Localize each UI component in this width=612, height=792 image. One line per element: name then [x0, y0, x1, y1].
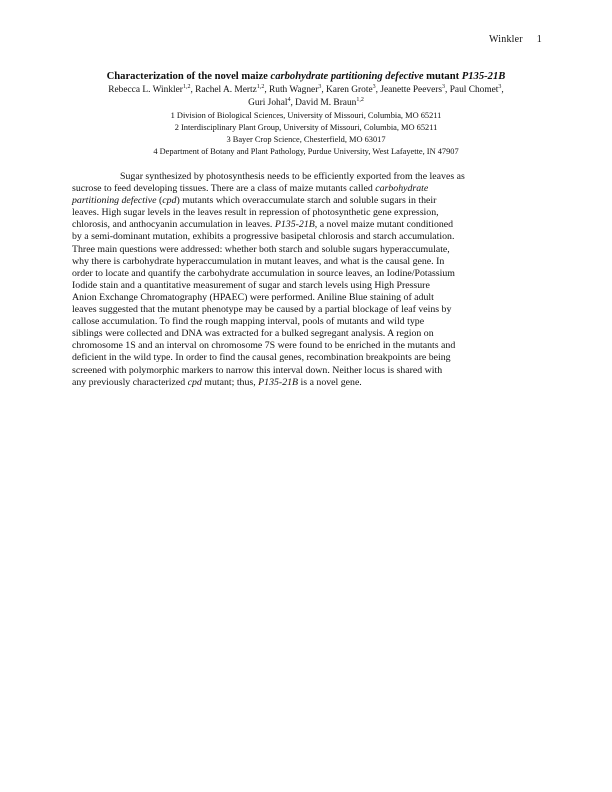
abstract-line: siblings were collected and DNA was extracted for a bulked segregant analysis. A region on [72, 328, 434, 340]
abstract-line: leaves. High sugar levels in the leaves result in repression of photosynthetic gene expression, [72, 207, 439, 219]
abstract-text: , a novel maize mutant conditioned [314, 219, 454, 231]
abstract-text: mutant; thus, [201, 376, 259, 388]
affiliation-2: 2 Interdisciplinary Plant Group, University of Missouri, Columbia, MO 65211 [174, 123, 438, 132]
abstract-line: why there is carbohydrate hyperaccumulation in mutant leaves, and what is the causal gene. In [72, 255, 445, 267]
abstract-line [72, 219, 540, 231]
title-text: Characterization of the novel maize [106, 71, 271, 82]
abstract-line: by a semi-dominant mutation, exhibits a progressive basipetal chlorosis and starch accumulation. [72, 231, 455, 243]
abstract-italic: P135-21B [258, 376, 299, 388]
abstract-italic: cpd [187, 376, 202, 388]
author-line-2: Guri Johal$^4$, David M. Braun$^{1,2}$ [248, 96, 364, 108]
author-affiliation-mark: 1,2 [256, 83, 265, 90]
page-number: 1 [536, 34, 542, 45]
abstract-text: is a novel gene. [298, 376, 362, 388]
affiliation-4: 4 Department of Botany and Plant Pathology, Purdue University, West Lafayette, IN 47907 [153, 147, 459, 156]
abstract-line: deficient in the wild type. In order to find the causal genes, recombination breakpoints are being [72, 352, 451, 364]
author-name: Karen Grote [326, 85, 373, 95]
author-name: Rachel A. Mertz [195, 85, 257, 95]
affiliation-1: 1 Division of Biological Sciences, University of Missouri, Columbia, MO 65211 [170, 111, 442, 120]
author-affiliation-mark: 3 [318, 83, 322, 90]
author-affiliation-mark: 4 [287, 96, 291, 103]
abstract-italic: P135-21B [274, 219, 315, 231]
author-name: Ruth Wagner [269, 85, 319, 95]
abstract-line [72, 377, 540, 389]
title-mutant-name: P135-21B [461, 71, 506, 82]
abstract-paragraph [72, 171, 540, 389]
abstract-line: Sugar synthesized by photosynthesis needs to be efficiently exported from the leaves as [120, 171, 465, 182]
author-name: Rebecca L. Winkler [108, 85, 183, 95]
author-list [72, 84, 540, 109]
abstract-line: chromosome 1S and an interval on chromosome 7S were found to be enriched in the mutants and [72, 340, 456, 352]
running-head-author: Winkler [489, 34, 523, 45]
abstract-line: Anion Exchange Chromatography (HPAEC) were performed. Aniline Blue staining of adult [72, 291, 434, 303]
title-italic: carbohydrate partitioning defective [270, 71, 424, 82]
author-affiliation-mark: 1,2 [182, 83, 191, 90]
paper-title [72, 71, 540, 83]
abstract-text: ) mutants which overaccumulate starch and soluble sugars in their [176, 195, 437, 207]
author-line-1: Rebecca L. Winkler$^{1,2}$, Rachel A. Mertz$^{1,2}$, Ruth Wagner$^3$, Karen Grote$^3$, Jeanette Peevers$^3$, Paul Chomet$^3$, [108, 83, 504, 95]
abstract-line [72, 195, 540, 207]
abstract-text: ( [156, 195, 163, 207]
running-head [489, 34, 542, 45]
abstract-text: chlorosis, and anthocyanin accumulation in leaves. [72, 219, 275, 231]
abstract-line: leaves suggested that the mutant phenotype may be caused by a partial blockage of leaf veins by [72, 304, 452, 316]
abstract-line: Three main questions were addressed: whether both starch and soluble sugars hyperaccumulate, [72, 243, 450, 255]
abstract-line [72, 183, 540, 195]
abstract-line: order to locate and quantify the carbohydrate accumulation in source leaves, an Iodine/Potassium [72, 267, 455, 279]
affiliation-list [72, 110, 540, 158]
abstract-text: sucrose to feed developing tissues. There are a class of maize mutants called [72, 183, 376, 195]
affiliation-3: 3 Bayer Crop Science, Chesterfield, MO 63017 [226, 135, 386, 144]
abstract-italic: partitioning defective [72, 195, 157, 207]
abstract-text: any previously characterized [72, 376, 188, 388]
author-affiliation-mark: 3 [498, 83, 502, 90]
abstract-italic: cpd [162, 195, 177, 207]
author-name: Guri Johal [248, 97, 288, 108]
title-text-mid: mutant [423, 71, 462, 82]
author-affiliation-mark: 3 [372, 83, 376, 90]
author-affiliation-mark: 3 [442, 83, 446, 90]
abstract-line: Iodide stain and a quantitative measurement of sugar and starch levels using High Pressure [72, 279, 430, 291]
author-name: David M. Braun [295, 97, 357, 108]
author-name: Jeanette Peevers [380, 85, 443, 95]
author-name: Paul Chomet [449, 85, 499, 95]
abstract-line: screened with polymorphic markers to narrow this interval down. Neither locus is shared with [72, 364, 443, 376]
abstract-italic: carbohydrate [375, 183, 429, 195]
abstract-line: callose accumulation. To find the rough mapping interval, pools of mutants and wild type [72, 316, 425, 328]
author-affiliation-mark: 1,2 [356, 96, 364, 103]
